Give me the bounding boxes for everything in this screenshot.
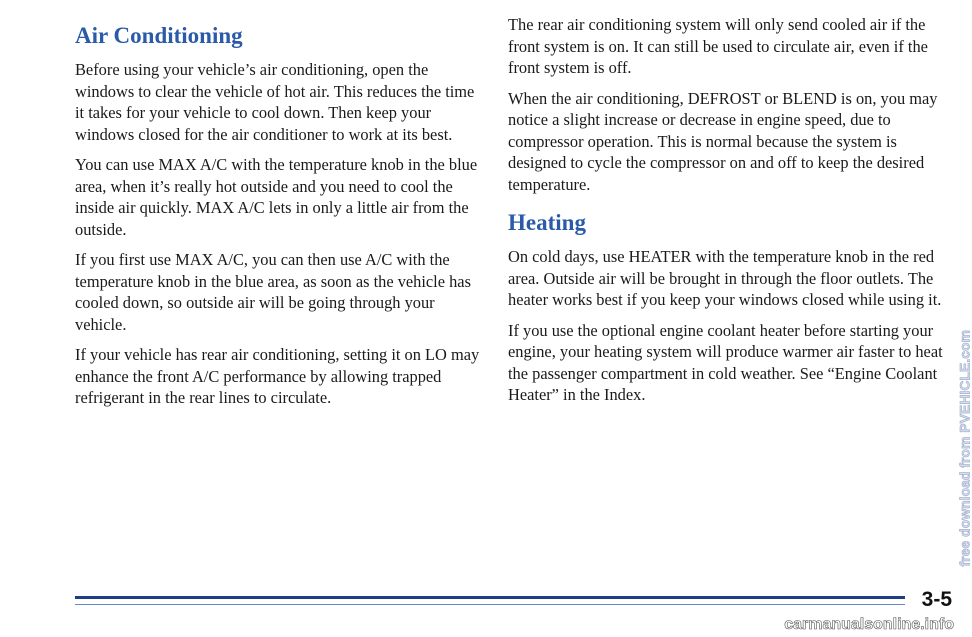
- bottom-watermark: carmanualsonline.info: [784, 616, 954, 633]
- left-column: [75, 14, 485, 418]
- paragraph: If your vehicle has rear air conditioning, setting it on LO may enhance the front A/C performance by allowing trapped refrigerant in the rear lines to circulate.: [75, 345, 480, 407]
- side-watermark: free download from PVEHICLE.com: [956, 330, 972, 567]
- section-heading-heating: Heating: [508, 210, 586, 235]
- paragraph: When the air conditioning, DEFROST or BLEND is on, you may notice a slight increase or decrease in engine speed, due to compressor operation. This is normal because the system is designed to cycle the compressor on and off to keep the desired temperature.: [508, 88, 938, 194]
- paragraph: Before using your vehicle’s air conditioning, open the windows to clear the vehicle of hot air. This reduces the time it takes for your vehicle to cool down. Then keep your windows closed for the air conditioner to work at its best.: [75, 60, 475, 144]
- paragraph: If you first use MAX A/C, you can then use A/C with the temperature knob in the blue area, as soon as the vehicle has cooled down, so outside air will be going through your vehicle.: [75, 250, 471, 334]
- right-column: [508, 14, 948, 415]
- paragraph: The rear air conditioning system will only send cooled air if the front system is on. It can still be used to circulate air, even if the front system is off.: [508, 15, 928, 77]
- footer-rule: [75, 596, 905, 599]
- page-number: 3-5: [921, 588, 952, 611]
- footer-rule-thin: [75, 604, 905, 605]
- paragraph: You can use MAX A/C with the temperature knob in the blue area, when it’s really hot outside and you need to cool the inside air quickly. MAX A/C lets in only a little air from the outside.: [75, 155, 478, 239]
- section-heading-air-conditioning: Air Conditioning: [75, 23, 243, 48]
- paragraph: On cold days, use HEATER with the temperature knob in the red area. Outside air will be brought in through the floor outlets. The heater works best if you keep your windows closed while using it.: [508, 247, 942, 309]
- paragraph: If you use the optional engine coolant heater before starting your engine, your heating system will produce warmer air faster to heat the passenger compartment in cold weather. See “Engine Coolant Heater” in the Index.: [508, 320, 943, 404]
